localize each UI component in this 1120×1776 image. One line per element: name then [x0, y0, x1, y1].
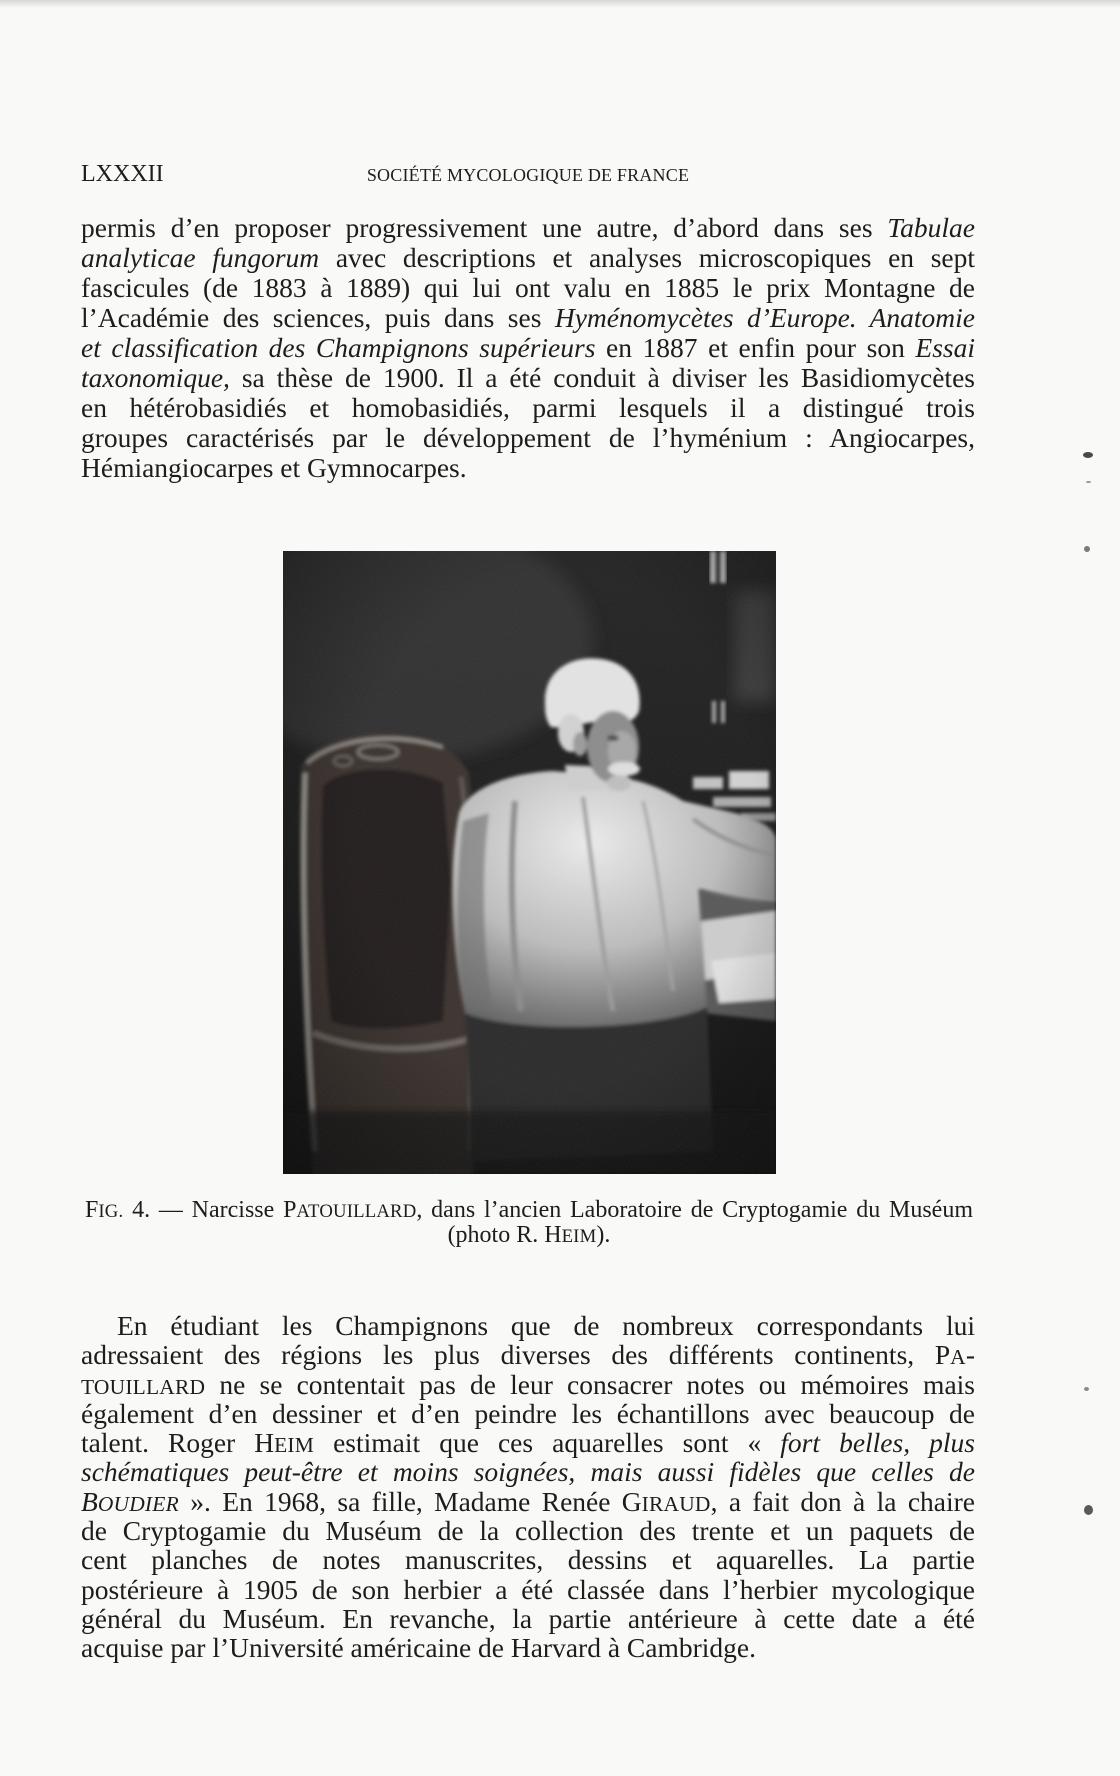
text-run: de Cryptogamie du Muséum de la collection des trente et un paquets de [81, 1515, 975, 1547]
italic-run: Tabulae [887, 211, 975, 243]
small-caps-run: TOUILLARD [81, 1374, 206, 1399]
text-run: avec descriptions et analyses microscopiques en sept [319, 241, 975, 273]
text-line [81, 303, 975, 333]
text-run: fascicules (de 1883 à 1889) qui lui ont valu en 1885 le prix Montagne de [81, 271, 975, 303]
scan-speck [1084, 1505, 1093, 1515]
figure-photograph [283, 551, 776, 1174]
text-line [85, 1198, 973, 1223]
text-run: acquise par l’Université américaine de Harvard à Cambridge. [81, 1632, 756, 1664]
text-line [81, 273, 975, 303]
italic-run: et classification des Champignons supérieurs [81, 331, 596, 363]
italic-run: B [81, 1485, 98, 1517]
text-run: talent. Roger H [81, 1427, 275, 1459]
figure-caption [85, 1198, 973, 1248]
text-run: - [965, 1339, 975, 1371]
text-run: en hétérobasidiés et homobasidiés, parmi lesquels il a distingué trois [81, 391, 975, 423]
text-line [81, 453, 975, 483]
text-run: sa thèse de 1900. Il a été conduit à diviser les Basidiomycètes [229, 361, 975, 393]
text-run: ». En 1968, sa fille, Madame Renée G [178, 1485, 642, 1517]
text-line [85, 1223, 973, 1248]
scan-speck [1086, 481, 1091, 483]
text-line [81, 1545, 975, 1574]
small-caps-run: A [950, 1345, 966, 1370]
paragraph-2 [81, 1311, 975, 1663]
scan-speck [1083, 452, 1093, 458]
text-line [81, 1340, 975, 1369]
text-line [81, 1457, 975, 1486]
text-run: l’Académie des sciences, puis dans ses [81, 301, 555, 333]
text-line [81, 1633, 975, 1662]
text-line [81, 393, 975, 423]
italic-run: schématiques peut-être et moins soignées, mais aussi fidèles que celles de [81, 1456, 975, 1488]
text-line [81, 1399, 975, 1428]
italic-run: analyticae fungorum [81, 241, 320, 273]
text-run: , dans l’ancien Laboratoire de Cryptogamie du Muséum [416, 1197, 973, 1223]
text-line [81, 1311, 975, 1340]
text-run: , a fait don à la chaire [710, 1485, 975, 1517]
text-run: adressaient des régions les plus diverses des différents continents, P [81, 1339, 951, 1371]
photo-grain [283, 551, 776, 1174]
page-number: LXXXII [81, 161, 164, 187]
small-caps-run: EIM [561, 1226, 597, 1247]
text-line [81, 1575, 975, 1604]
text-run: groupes caractérisés par le développement de l’hyménium : Angiocarpes, [81, 421, 975, 453]
text-run: Hémiangiocarpes et Gymnocarpes. [81, 451, 467, 483]
photograph-image [283, 551, 776, 1174]
italic-run: taxonomique, [81, 361, 230, 393]
scan-speck [1084, 1387, 1089, 1391]
page-top-edge [0, 0, 1120, 8]
text-run: ). [596, 1222, 611, 1248]
scan-speck [1084, 546, 1090, 552]
text-line [81, 1604, 975, 1633]
text-run: en 1887 et enfin pour son [595, 331, 916, 363]
text-line [81, 363, 975, 393]
text-line [81, 1370, 975, 1399]
text-run: F [85, 1197, 99, 1223]
text-run: cent planches de notes manuscrites, dessins et aquarelles. La partie [81, 1544, 975, 1576]
text-run: permis d’en proposer progressivement une autre, d’abord dans ses [81, 211, 888, 243]
text-run: postérieure à 1905 de son herbier a été classée dans l’herbier mycologique [81, 1573, 975, 1605]
italic-run: fort belles, plus [780, 1427, 975, 1459]
text-line [81, 243, 975, 273]
text-run: 4. — Narcisse P [123, 1197, 297, 1223]
small-caps-run: ATOUILLARD [296, 1201, 417, 1222]
text-line [81, 333, 975, 363]
text-run: estimait que ces aquarelles sont « [314, 1427, 781, 1459]
text-run: général du Muséum. En revanche, la partie antérieure à cette date a été [81, 1602, 975, 1634]
small-caps-run: IRAUD [641, 1491, 711, 1516]
italic-small-caps-run: OUDIER [97, 1491, 179, 1516]
text-run: ne se contentait pas de leur consacrer notes ou mémoires mais [205, 1368, 975, 1400]
text-run: En étudiant les Champignons que de nombreux correspondants lui [117, 1310, 975, 1341]
text-line [81, 213, 975, 243]
text-line [81, 1487, 975, 1516]
text-run: également d’en dessiner et d’en peindre les échantillons avec beaucoup de [81, 1397, 975, 1429]
text-line [81, 1516, 975, 1545]
text-line [81, 423, 975, 453]
italic-run: Hyménomycètes d’Europe. Anatomie [554, 301, 975, 333]
italic-run: Essai [915, 331, 975, 363]
small-caps-run: EIM [274, 1433, 315, 1458]
small-caps-run: IG. [98, 1201, 124, 1222]
paragraph-1 [81, 213, 975, 483]
text-run: (photo R. H [447, 1222, 562, 1248]
text-line [81, 1428, 975, 1457]
running-title: SOCIÉTÉ MYCOLOGIQUE DE FRANCE [366, 165, 690, 185]
